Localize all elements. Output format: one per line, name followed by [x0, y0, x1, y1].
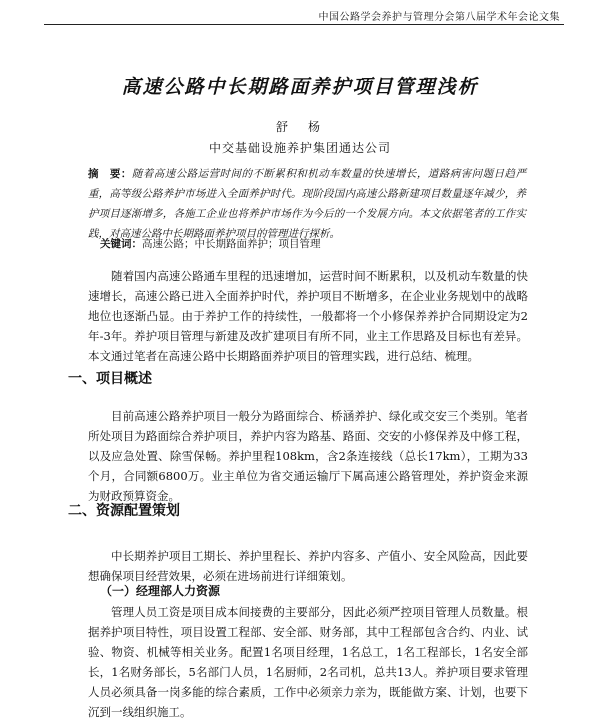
intro-paragraph: 随着国内高速公路通车里程的迅速增加，运营时间不断累积，以及机动车数量的快速增长，高速公路已进入全面养护时代，养护项目不断增多，在企业业务规划中的战略地位也逐渐凸显。由于养护工作的持续性，一般都将一个小修保养养护合同期设定为2年-3年。养护项目管理与新建及改扩建项目有所不同，业主工作思路及目标也有差异。本文通过笔者在高速公路中长期路面养护项目的管理实践，进行总结、梳理。	[88, 269, 528, 363]
section-heading-resources: 二、资源配置策划	[68, 503, 180, 519]
section-heading-overview: 一、项目概述	[68, 371, 152, 387]
keywords-text: 高速公路；中长期路面养护；项目管理	[142, 238, 321, 250]
abstract	[88, 164, 526, 244]
subsection-paragraph-staffing: 管理人员工资是项目成本间接费的主要部分，因此必须严控项目管理人员数量。根据养护项目特性，项目设置工程部、安全部、财务部，其中工程部包含合约、内业、试验、物资、机械等相关业务。配置1名项目经理，1名总工，1名工程部长，1名安全部长，1名财务部长，5名部门人员，1名厨师，2名司机，总共13人。养护项目要求管理人员必须具备一岗多能的综合素质，工作中必须亲力亲为，既能做方案、计划，也要下沉到一线组织施工。	[88, 605, 528, 719]
paper-title: 高速公路中长期路面养护项目管理浅析	[121, 76, 479, 98]
section-paragraph-overview: 目前高速公路养护项目一般分为路面综合、桥涵养护、绿化或交安三个类别。笔者所处项目为路面综合养护项目，养护内容为路基、路面、交安的小修保养及中修工程，以及应急处置、除雪保畅。养护里程108km，含2条连接线（总长17km），工期为33个月，合同额6800万。业主单位为省交通运输厅下属高速公路管理处，养护资金来源为财政预算资金。	[88, 409, 528, 503]
section-paragraph-resources: 中长期养护项目工期长、养护里程长、养护内容多、产值小、安全风险高，因此要想确保项目经营效果，必须在进场前进行详细策划。	[88, 549, 528, 583]
subsection-heading-staffing: （一）经理部人力资源	[100, 584, 221, 598]
running-head-text: 中国公路学会养护与管理分会第八届学术年会论文集	[318, 12, 560, 23]
keywords-label: 关键词：	[100, 238, 142, 250]
abstract-text: 随着高速公路运营时间的不断累积和机动车数量的快速增长，道路病害问题日趋严重，高等级公路养护市场进入全面养护时代。现阶段国内高速公路新建项目数量逐年减少，养护项目逐渐增多，各施工企业也将养护市场作为今后的一个发展方向。本文依据笔者的工作实践，对高速公路中长期路面养护项目的管理进行探析。	[88, 168, 527, 240]
keywords	[100, 236, 526, 251]
author-affiliation: 中交基础设施养护集团通达公司	[208, 141, 391, 155]
author-name: 舒 杨	[275, 120, 324, 134]
abstract-label: 摘 要：	[88, 168, 132, 180]
header-rule	[44, 24, 564, 25]
running-head	[0, 0, 600, 28]
